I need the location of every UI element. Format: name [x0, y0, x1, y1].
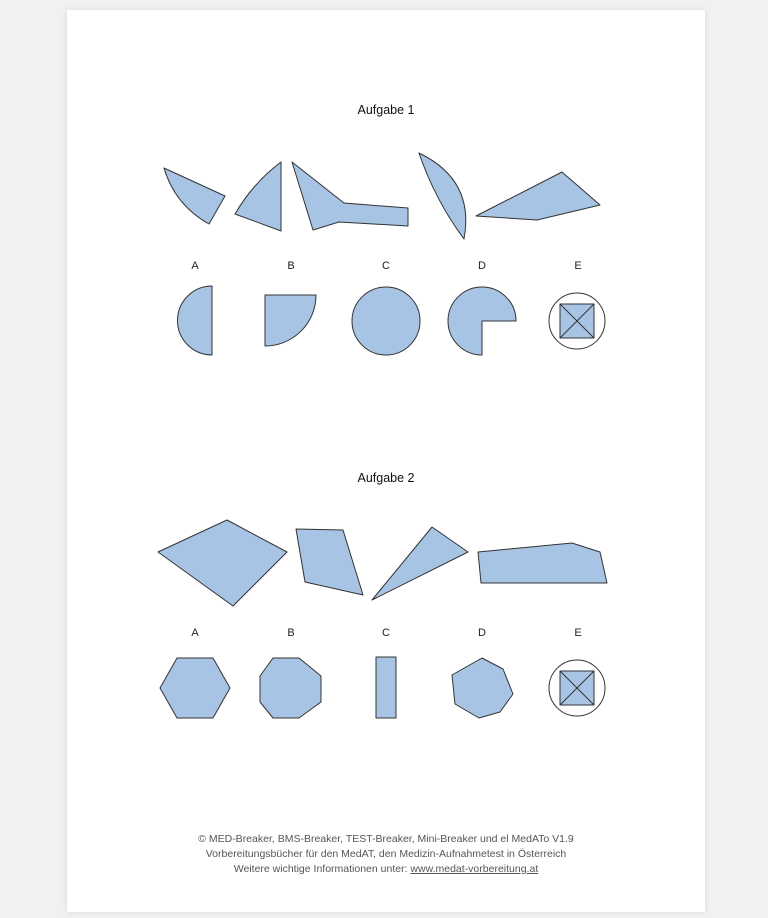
- heptagon-shape[interactable]: [452, 658, 513, 718]
- rectangle-shape[interactable]: [376, 657, 396, 718]
- task2-pieces: [158, 520, 607, 606]
- three-quarter-circle-shape[interactable]: [448, 287, 516, 355]
- task2-title: Aufgabe 2: [357, 471, 415, 485]
- task2-piece-2: [296, 529, 363, 595]
- task-figures: [67, 10, 705, 912]
- task1-pieces: [164, 153, 600, 239]
- task1-option-b-label: B: [287, 260, 295, 272]
- none-of-the-above-symbol[interactable]: [549, 293, 605, 349]
- footer-website-link[interactable]: www.medat-vorbereitung.at: [410, 863, 539, 875]
- footer-info-line: [67, 862, 705, 877]
- footer-description: Vorbereitungsbücher für den MedAT, den Medizin-Aufnahmetest in Österreich: [205, 848, 567, 860]
- half-circle-shape[interactable]: [178, 286, 213, 355]
- task1-option-d-label: D: [478, 260, 486, 272]
- task1-option-a-label: A: [191, 260, 199, 272]
- task2-piece-4: [478, 543, 607, 583]
- task1-option-c-label: C: [382, 260, 390, 272]
- none-of-the-above-symbol[interactable]: [549, 660, 605, 716]
- task2-option-a-label: A: [191, 627, 199, 639]
- task1-piece-2: [235, 162, 281, 231]
- quarter-circle-shape[interactable]: [265, 295, 316, 346]
- task1-answer-shapes: [178, 286, 606, 355]
- task2-piece-3: [372, 527, 468, 600]
- footer: [67, 832, 705, 877]
- task1-option-e-label: E: [574, 260, 582, 272]
- circle-shape[interactable]: [352, 287, 420, 355]
- task1-piece-3: [292, 162, 408, 230]
- task1-piece-1: [164, 168, 225, 224]
- task2-option-c-label: C: [382, 627, 390, 639]
- footer-info-prefix: Weitere wichtige Informationen unter:: [233, 863, 411, 875]
- task2-option-d-label: D: [478, 627, 486, 639]
- task1-piece-4: [419, 153, 466, 239]
- octagon-shape[interactable]: [260, 658, 321, 718]
- task1-title: Aufgabe 1: [357, 103, 415, 117]
- task2-answer-shapes: [160, 657, 605, 718]
- task2-option-e-label: E: [574, 627, 582, 639]
- footer-copyright: © MED-Breaker, BMS-Breaker, TEST-Breaker, Mini-Breaker und el MedATo V1.9: [198, 833, 574, 845]
- hexagon-shape[interactable]: [160, 658, 230, 718]
- worksheet-page: [67, 10, 705, 912]
- task2-option-b-label: B: [287, 627, 295, 639]
- task2-piece-1: [158, 520, 287, 606]
- task1-piece-5: [476, 172, 600, 220]
